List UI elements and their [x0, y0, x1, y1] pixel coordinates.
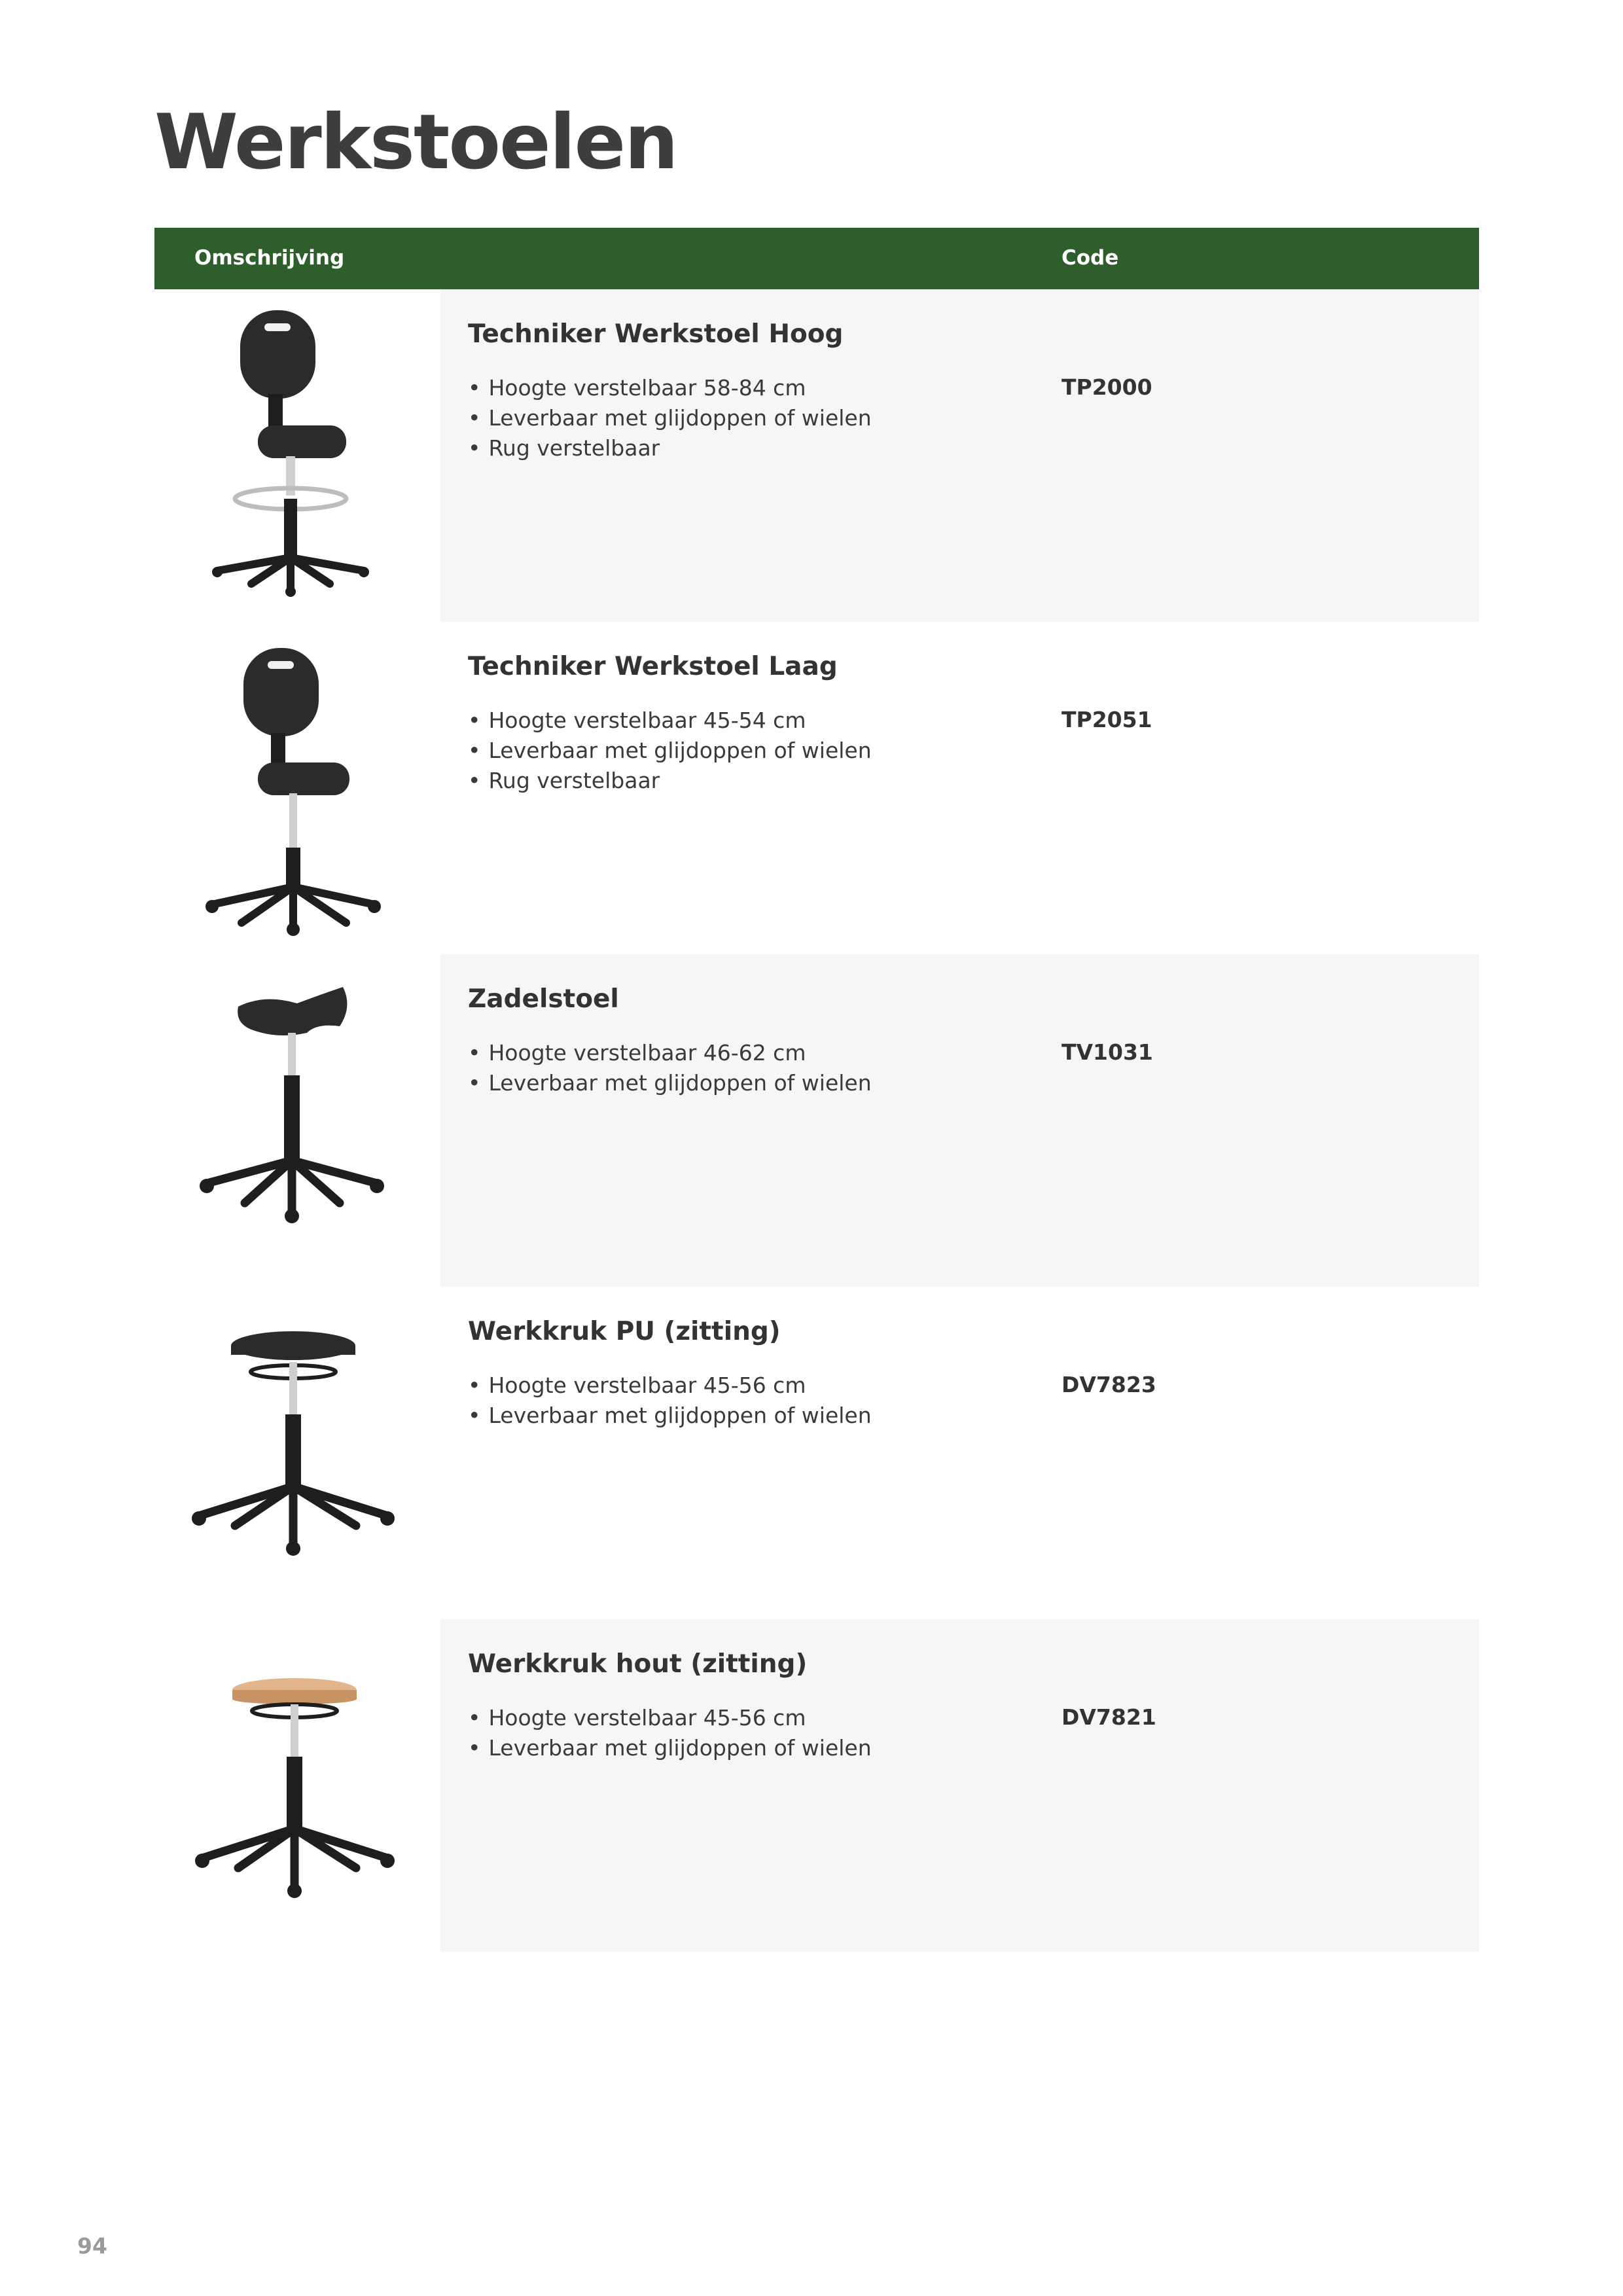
product-info — [440, 1619, 1479, 1952]
feature-item: • Hoogte verstelbaar 45-56 cm — [468, 1371, 872, 1401]
table-row — [154, 1619, 1479, 1952]
product-image-techniker-hoog — [154, 289, 440, 622]
product-name: Techniker Werkstoel Hoog — [468, 319, 844, 349]
feature-item: • Leverbaar met glijdoppen of wielen — [468, 1401, 872, 1431]
feature-item: • Rug verstelbaar — [468, 433, 872, 463]
product-name: Werkkruk PU (zitting) — [468, 1317, 781, 1346]
header-code: Code — [1061, 246, 1119, 270]
feature-item: • Hoogte verstelbaar 45-54 cm — [468, 706, 872, 736]
feature-item: • Hoogte verstelbaar 46-62 cm — [468, 1038, 872, 1068]
feature-item: • Rug verstelbaar — [468, 766, 872, 796]
table-row — [154, 954, 1479, 1287]
product-image-techniker-laag — [154, 622, 440, 954]
page-number: 94 — [77, 2233, 107, 2259]
product-image-werkkruk-hout — [154, 1619, 440, 1952]
table-row — [154, 289, 1479, 622]
product-code: TP2000 — [1061, 374, 1152, 400]
product-name: Werkkruk hout (zitting) — [468, 1649, 808, 1679]
feature-item: • Hoogte verstelbaar 58-84 cm — [468, 373, 872, 403]
feature-item: • Leverbaar met glijdoppen of wielen — [468, 1733, 872, 1763]
product-info — [440, 289, 1479, 622]
product-table — [154, 228, 1479, 1952]
feature-list — [468, 1703, 872, 1763]
product-image-werkkruk-pu — [154, 1287, 440, 1619]
table-row — [154, 1287, 1479, 1619]
product-image-zadelstoel — [154, 954, 440, 1287]
product-code: TP2051 — [1061, 707, 1152, 732]
product-info — [440, 1287, 1479, 1619]
feature-item: • Leverbaar met glijdoppen of wielen — [468, 736, 872, 766]
table-header — [154, 228, 1479, 289]
product-info — [440, 954, 1479, 1287]
feature-list — [468, 373, 872, 463]
table-row — [154, 622, 1479, 954]
page-title: Werkstoelen — [154, 98, 677, 187]
feature-item: • Hoogte verstelbaar 45-56 cm — [468, 1703, 872, 1733]
product-info — [440, 622, 1479, 954]
feature-list — [468, 706, 872, 796]
feature-item: • Leverbaar met glijdoppen of wielen — [468, 403, 872, 433]
feature-list — [468, 1038, 872, 1098]
product-code: DV7823 — [1061, 1372, 1156, 1397]
product-code: TV1031 — [1061, 1039, 1153, 1065]
header-description: Omschrijving — [194, 246, 345, 270]
feature-list — [468, 1371, 872, 1431]
product-code: DV7821 — [1061, 1704, 1156, 1730]
product-name: Zadelstoel — [468, 984, 619, 1014]
feature-item: • Leverbaar met glijdoppen of wielen — [468, 1068, 872, 1098]
product-name: Techniker Werkstoel Laag — [468, 652, 838, 681]
